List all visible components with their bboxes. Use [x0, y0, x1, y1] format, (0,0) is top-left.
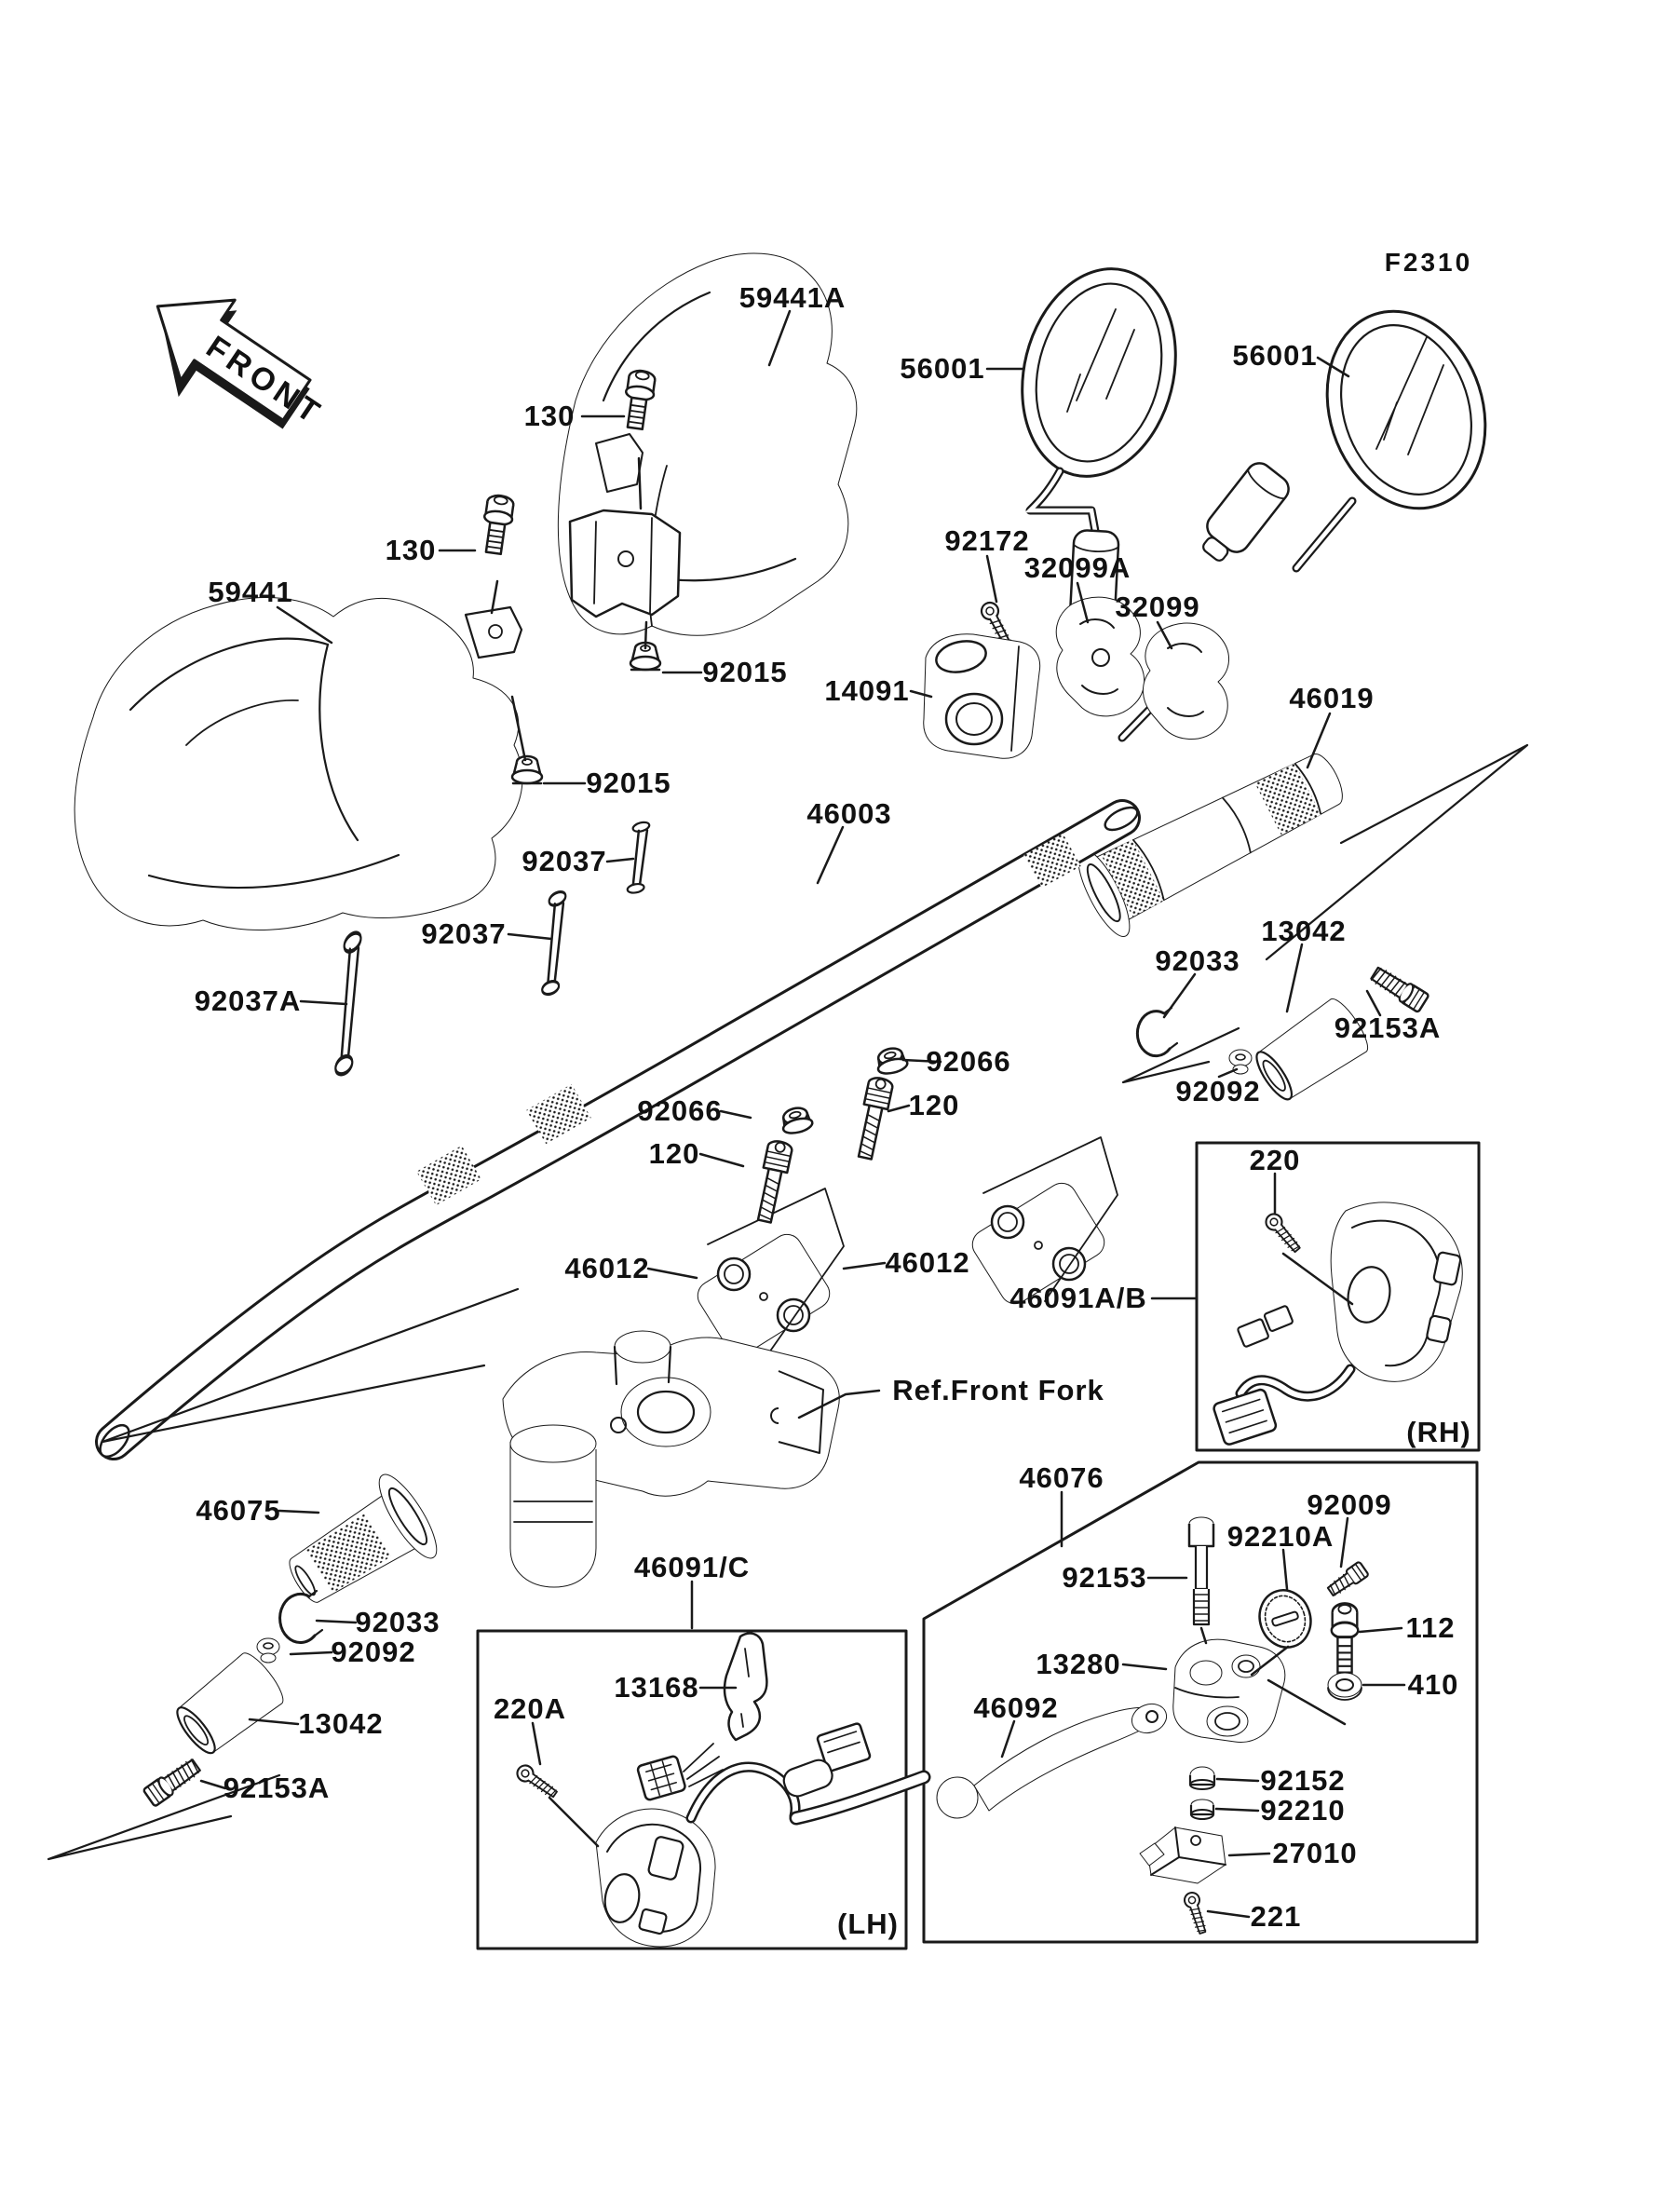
part-92033-right-clip [1137, 1008, 1177, 1056]
label-13168: 13168 [614, 1671, 699, 1704]
part-410-washer [1328, 1673, 1362, 1700]
part-27010-switch [1140, 1827, 1226, 1883]
part-13042-left-weight [169, 1648, 290, 1760]
front-arrow [122, 266, 347, 469]
part-46075-grip [272, 1467, 446, 1625]
label-46091ab: 46091A/B [1009, 1282, 1147, 1314]
part-front-fork-crown [503, 1331, 839, 1587]
label-56001-left: 56001 [900, 352, 985, 385]
label-32099: 32099 [1115, 591, 1200, 623]
label-59441: 59441 [208, 576, 293, 608]
part-92037-lower-pin [541, 889, 567, 998]
label-92015-upper: 92015 [702, 656, 788, 688]
label-32099a: 32099A [1023, 551, 1131, 584]
label-46076: 46076 [1019, 1461, 1104, 1494]
label-92172: 92172 [944, 524, 1030, 557]
label-92153: 92153 [1062, 1561, 1147, 1594]
label-56001-right: 56001 [1232, 339, 1318, 372]
label-92009: 92009 [1307, 1488, 1392, 1521]
figure-code: F2310 [1384, 248, 1473, 277]
label-14091: 14091 [824, 674, 910, 707]
label-46092: 46092 [973, 1691, 1059, 1724]
label-46091c: 46091/C [633, 1551, 751, 1583]
label-46003: 46003 [806, 797, 892, 830]
part-32099-holder [1143, 623, 1228, 740]
part-92037-upper-pin [627, 820, 651, 895]
label-92015-lower: 92015 [586, 767, 671, 799]
label-59441a: 59441A [738, 281, 847, 314]
part-130-mid-bolt [480, 494, 515, 555]
part-92210-nut [1191, 1799, 1213, 1819]
part-46091ab-rh-switch [1213, 1202, 1462, 1446]
label-220a: 220A [493, 1692, 567, 1725]
label-92153a-left: 92153A [223, 1772, 331, 1804]
label-13280: 13280 [1036, 1648, 1121, 1680]
part-92153-adjust-bolt [1189, 1517, 1213, 1624]
part-92015-lower-nut [512, 756, 542, 783]
label-46019: 46019 [1289, 682, 1375, 714]
part-92153a-left-screw [143, 1757, 202, 1807]
label-lh: (LH) [837, 1908, 899, 1940]
label-92033-right: 92033 [1155, 944, 1240, 977]
front-arrow-text: FRONT [199, 329, 330, 433]
label-92037-lower: 92037 [421, 917, 507, 950]
label-120-left: 120 [648, 1137, 700, 1170]
part-92210a-adjuster [1253, 1583, 1319, 1654]
part-13280-lever-holder [1173, 1639, 1285, 1742]
label-46012-right: 46012 [885, 1246, 970, 1279]
label-46075: 46075 [196, 1494, 281, 1527]
part-46091c-lh-switch [514, 1634, 924, 1947]
label-92210a: 92210A [1226, 1520, 1335, 1553]
label-92066-left: 92066 [637, 1094, 723, 1127]
label-13042-left: 13042 [298, 1707, 384, 1740]
label-92153a-right: 92153A [1334, 1012, 1442, 1044]
label-410: 410 [1407, 1668, 1459, 1701]
label-13042-right: 13042 [1261, 915, 1347, 947]
part-92092-left-nut [257, 1638, 279, 1663]
label-rh: (RH) [1406, 1416, 1471, 1448]
label-92066-right: 92066 [926, 1045, 1011, 1078]
label-ref-front-fork: Ref.Front Fork [892, 1374, 1104, 1406]
part-112-bolt [1332, 1604, 1359, 1673]
part-59441-handguard [75, 597, 522, 930]
part-92153a-right-screw [1369, 964, 1429, 1012]
label-92210: 92210 [1260, 1794, 1346, 1827]
part-120-right-bolt [853, 1076, 894, 1161]
part-120-left-bolt [752, 1139, 793, 1224]
label-112: 112 [1405, 1611, 1456, 1644]
label-130-top: 130 [523, 400, 576, 432]
label-92092-right: 92092 [1175, 1075, 1261, 1107]
label-92037-upper: 92037 [522, 845, 607, 877]
part-92066-left-cap [779, 1105, 814, 1135]
part-14091-housing [924, 634, 1040, 759]
label-92033-left: 92033 [355, 1606, 440, 1638]
label-92092-left: 92092 [331, 1636, 416, 1668]
part-92152-nut [1190, 1767, 1214, 1789]
label-220: 220 [1249, 1144, 1301, 1176]
part-mount-bracket [570, 510, 680, 617]
label-46012-left: 46012 [564, 1252, 650, 1284]
label-120-right: 120 [908, 1089, 960, 1121]
part-92009-screw [1326, 1561, 1369, 1598]
label-130-mid: 130 [385, 534, 437, 566]
label-92152: 92152 [1260, 1764, 1346, 1797]
label-92037a: 92037A [194, 985, 302, 1017]
part-56001-left-mirror [1001, 252, 1200, 645]
label-27010: 27010 [1272, 1837, 1358, 1869]
label-221: 221 [1250, 1900, 1302, 1933]
part-221-screw [1183, 1891, 1210, 1935]
